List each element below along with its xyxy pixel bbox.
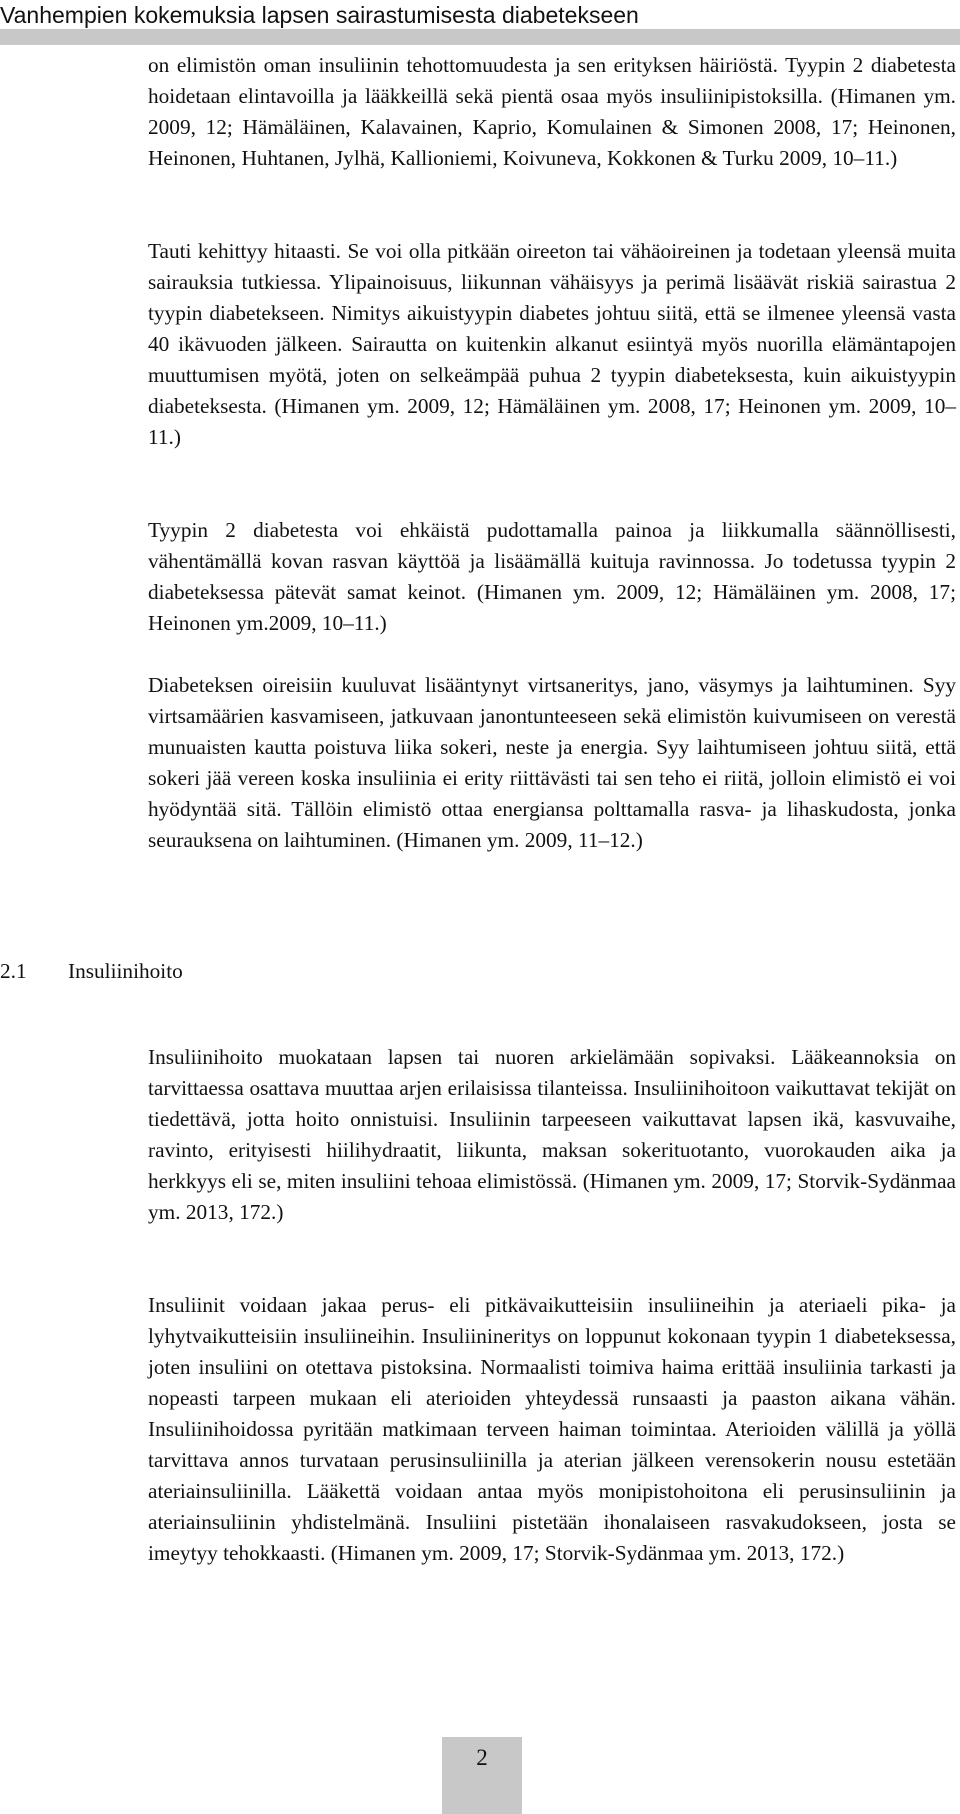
paragraph: Diabeteksen oireisiin kuuluvat lisääntynyt virtsaneritys, jano, väsymys ja laihtuminen. Syy virtsamäärien kasvamiseen, jatkuvaan janontunteeseen sekä elimistön kuivumiseen on verestä munuaisten kautta poistuva liika sokeri, neste ja energia. Syy laihtumiseen johtuu siitä, että sokeri jää vereen koska insuliinia ei erity riittävästi tai sen teho ei riitä, jolloin elimistö ei voi hyödyntää sitä. Tällöin elimistö ottaa energiansa polttamalla rasva- ja lihaskudosta, jonka seurauksena on laihtuminen. (Himanen ym. 2009, 11–12.)	[148, 673, 956, 852]
header-rule	[0, 29, 960, 45]
paragraph: Tyypin 2 diabetesta voi ehkäistä pudottamalla painoa ja liikkumalla säännöllisesti, vähentämällä kovan rasvan käyttöä ja lisäämällä kuituja ravinnossa. Jo todetussa tyypin 2 diabeteksessa pätevät samat keinot. (Himanen ym. 2009, 12; Hämäläinen ym. 2008, 17; Heinonen ym.2009, 10–11.)	[148, 518, 956, 635]
section-number: 2.1	[0, 959, 27, 983]
paragraph: Insuliinihoito muokataan lapsen tai nuoren arkielämään sopivaksi. Lääkeannoksia on tarvittaessa osattava muuttaa arjen erilaisissa tilanteissa. Insuliinihoitoon vaikuttavat tekijät on tiedettävä, jotta hoito onnistuisi. Insuliinin tarpeeseen vaikuttavat lapsen ikä, kasvuvaihe, ravinto, erityisesti hiilihydraatit, liikunta, maksan sokerituotanto, vuorokauden aika ja herkkyys eli se, miten insuliini tehoaa elimistössä. (Himanen ym. 2009, 17; Storvik-Sydänmaa ym. 2013, 172.)	[148, 1045, 956, 1224]
paragraph: Tauti kehittyy hitaasti. Se voi olla pitkään oireeton tai vähäoireinen ja todetaan yleensä muita sairauksia tutkiessa. Ylipainoisuus, liikunnan vähäisyys ja perimä lisäävät riskiä sairastua 2 tyypin diabetekseen. Nimitys aikuistyypin diabetes johtuu siitä, että se ilmenee yleensä vasta 40 ikävuoden jälkeen. Sairautta on kuitenkin alkanut esiintyä myös nuorilla elämäntapojen muuttumisen myötä, joten on selkeämpää puhua 2 tyypin diabeteksesta, kuin aikuistyypin diabeteksesta. (Himanen ym. 2009, 12; Hämäläinen ym. 2008, 17; Heinonen ym. 2009, 10–11.)	[148, 239, 956, 449]
page-number: 2	[476, 1745, 488, 1770]
paragraph: Insuliinit voidaan jakaa perus- eli pitkävaikutteisiin insuliineihin ja ateriaeli pika- ja lyhytvaikutteisiin insuliineihin. Insuliinineritys on loppunut kokonaan tyypin 1 diabeteksessa, joten insuliini on otettava pistoksina. Normaalisti toimiva haima erittää insuliinia tarkasti ja nopeasti tarpeen mukaan eli aterioiden yhteydessä runsaasti ja paaston aikana vähän. Insuliinihoidossa pyritään matkimaan terveen haiman toimintaa. Aterioiden välillä ja yöllä tarvittava annos turvataan perusinsuliinilla ja aterian jälkeen verensokerin nousu estetään ateriainsuliinilla. Lääkettä voidaan antaa myös monipistohoitona eli perusinsuliinin ja ateriainsuliinin yhdistelmänä. Insuliini pistetään ihonalaiseen rasvakudokseen, josta se imeytyy tehokkaasti. (Himanen ym. 2009, 17; Storvik-Sydänmaa ym. 2013, 172.)	[148, 1293, 956, 1565]
section-title: Insuliinihoito	[68, 959, 183, 983]
section-heading	[0, 956, 183, 987]
page-number-box	[442, 1737, 522, 1814]
running-header	[0, 0, 960, 46]
paragraph: on elimistön oman insuliinin tehottomuudesta ja sen erityksen häiriöstä. Tyypin 2 diabetesta hoidetaan elintavoilla ja lääkkeillä sekä pientä osaa myös insuliinipistoksilla. (Himanen ym. 2009, 12; Hämäläinen, Kalavainen, Kaprio, Komulainen & Simonen 2008, 17; Heinonen, Heinonen, Huhtanen, Jylhä, Kallioniemi, Koivuneva, Kokkonen & Turku 2009, 10–11.)	[148, 53, 956, 170]
document-title: Vanhempien kokemuksia lapsen sairastumisesta diabetekseen	[0, 2, 639, 28]
